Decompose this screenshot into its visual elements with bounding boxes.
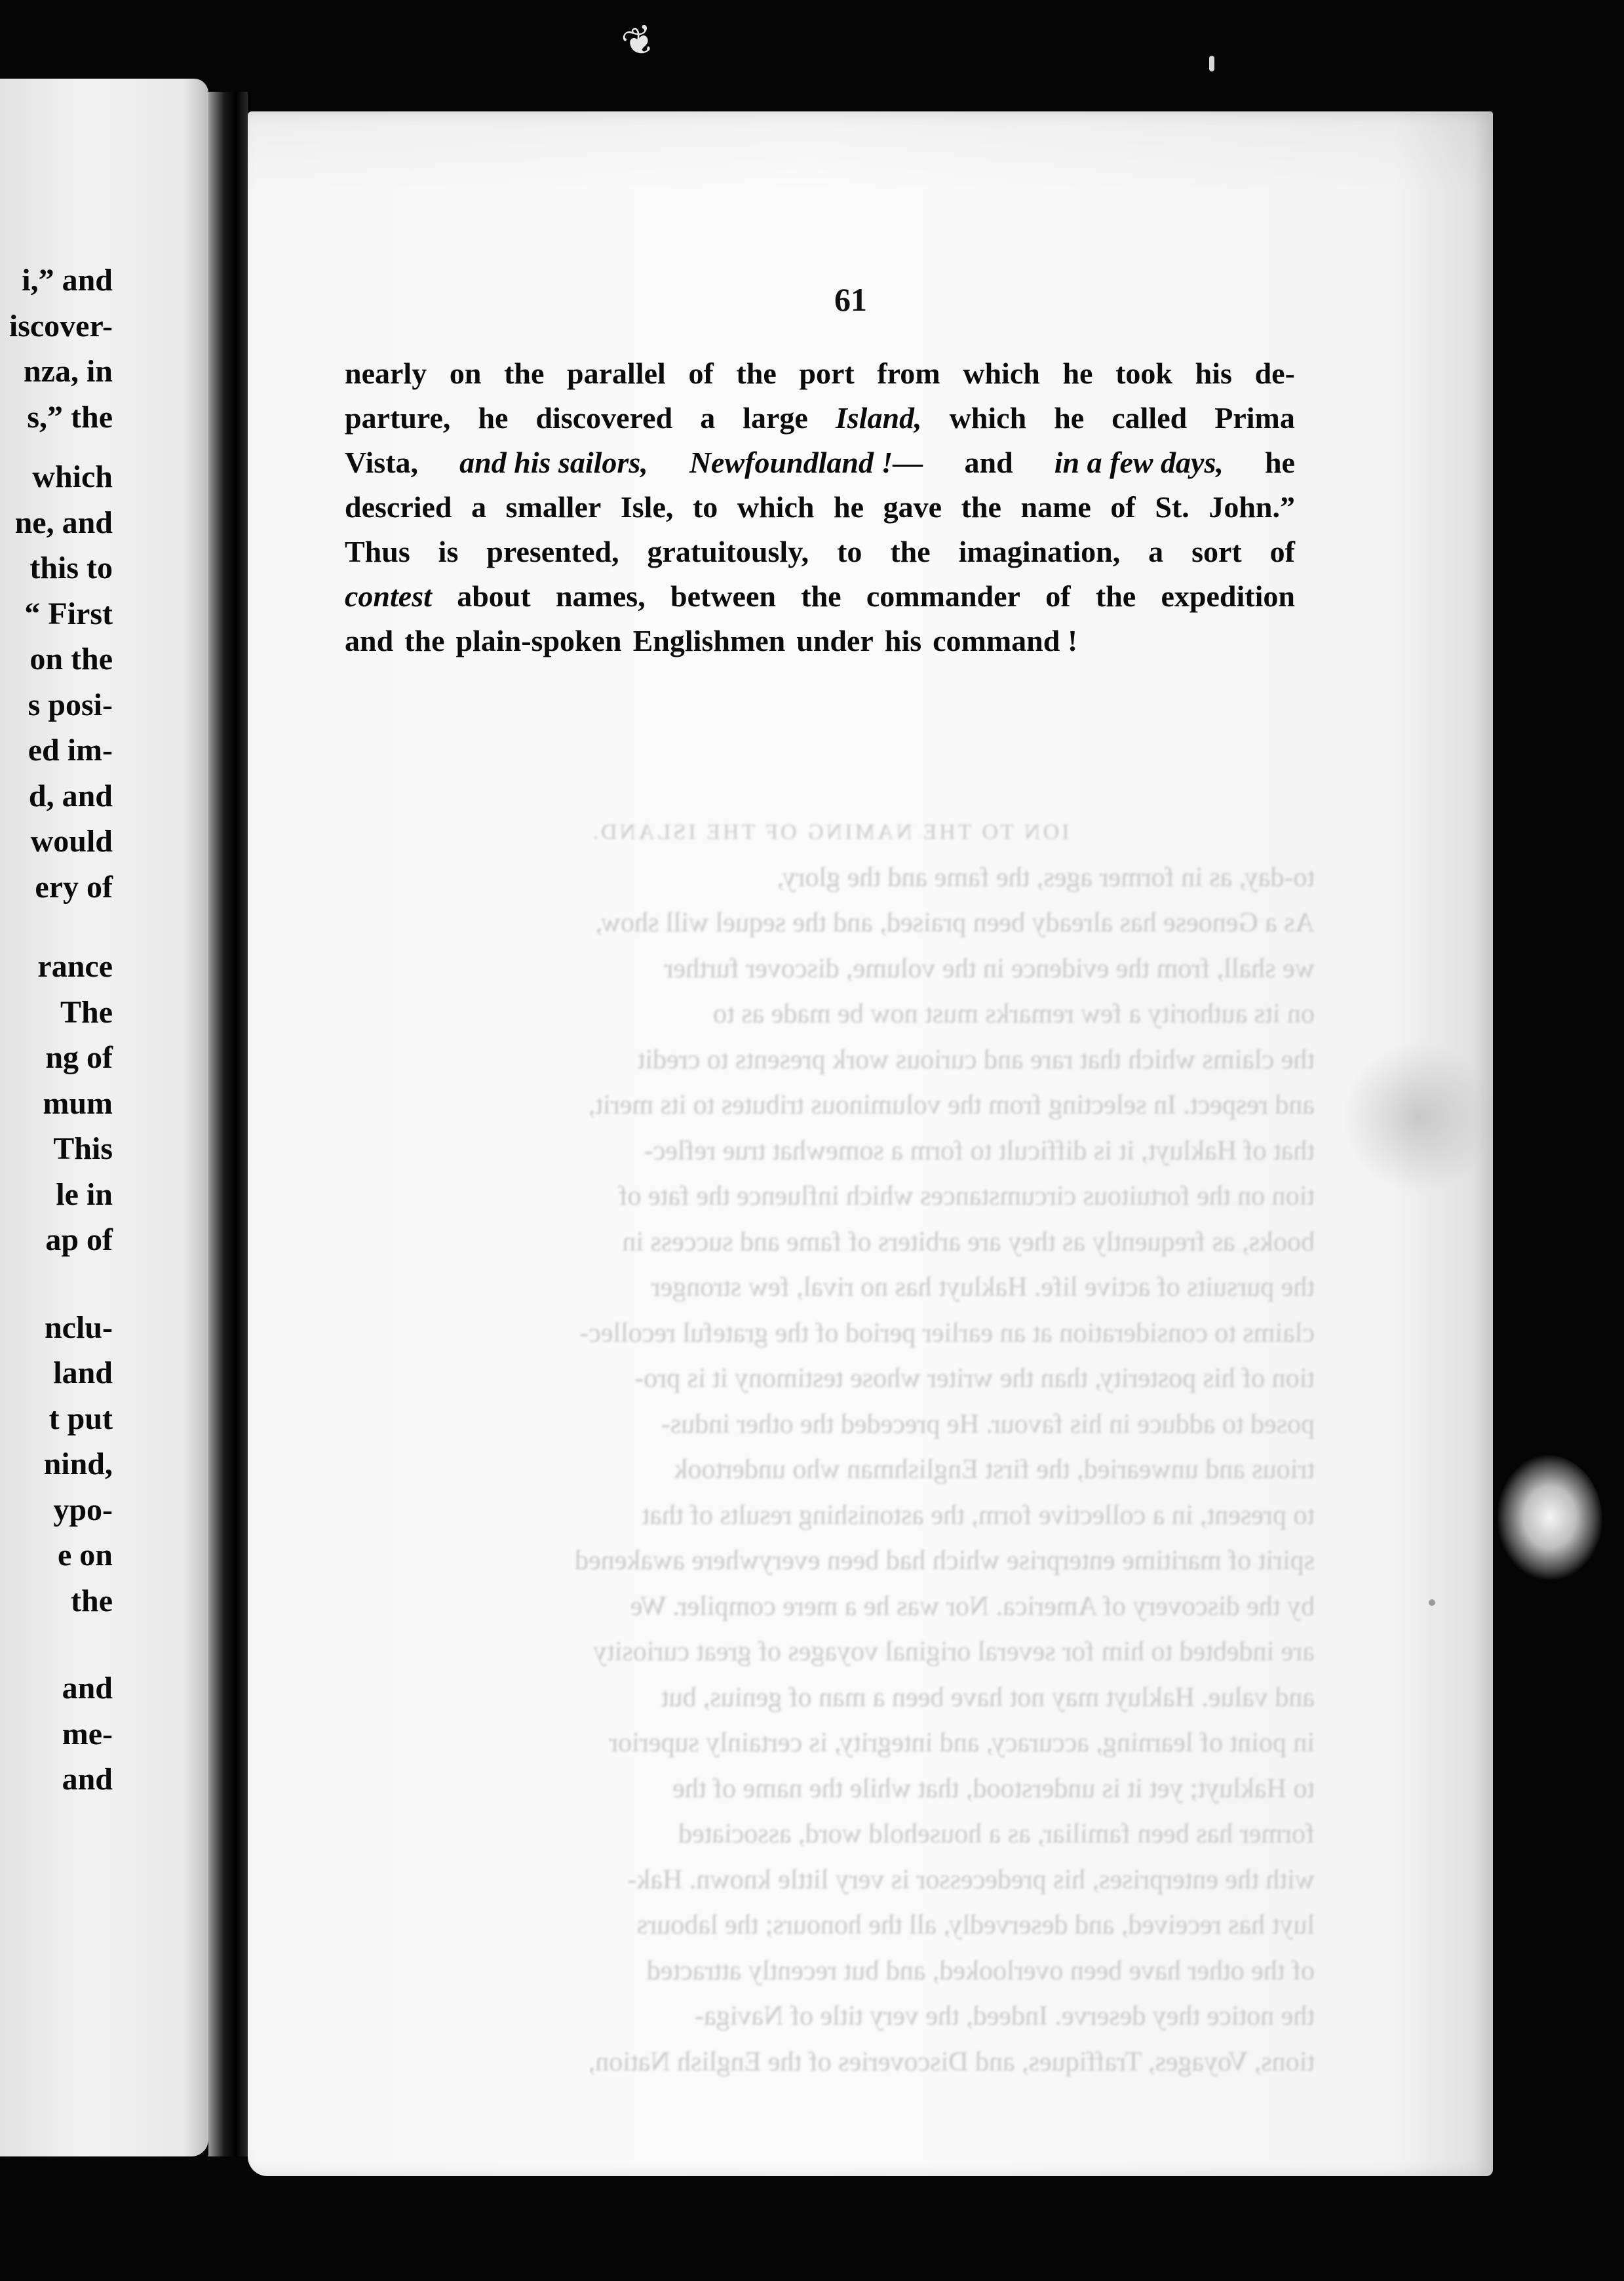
word: the — [961, 490, 1001, 524]
bleed-line: the pursuits of active life. Hakluyt has no rival, few stronger — [651, 1272, 1315, 1302]
text-line — [345, 530, 1295, 574]
word: imagination, — [958, 535, 1121, 568]
bleed-line: are indebted to him for several original voyages of great curiosity — [593, 1637, 1315, 1667]
word: expedition — [1161, 579, 1295, 613]
bleed-line: tion of his posterity, than the writer whose testimony it is pro- — [634, 1363, 1315, 1394]
word: he — [1054, 401, 1085, 435]
bleed-line: we shall, from the evidence in the volume, discover further — [664, 953, 1315, 984]
word: of — [1110, 490, 1136, 524]
word: he — [834, 490, 864, 524]
bleed-line: tion on the fortuitous circumstances which influence the fate of — [618, 1181, 1315, 1211]
facing-page-line: ery of — [35, 869, 113, 905]
facing-page-line: nind, — [43, 1447, 113, 1481]
bleed-line: of the other have been overlooked, and but recently attracted — [646, 1955, 1315, 1986]
word: to — [837, 535, 862, 568]
word: parallel — [567, 357, 666, 390]
text-line — [345, 619, 1295, 663]
scan-artifact-dot — [1429, 1599, 1435, 1606]
facing-page-line: ng of — [45, 1040, 113, 1075]
word: which — [949, 401, 1027, 435]
word: nearly — [345, 357, 427, 390]
word: the — [736, 357, 777, 390]
word: to — [692, 490, 718, 524]
word: on — [449, 357, 482, 390]
word: Englishmen — [632, 624, 786, 657]
facing-page-line: and — [62, 1671, 113, 1706]
word: he — [1062, 357, 1093, 390]
word: gave — [883, 490, 942, 524]
word: between — [670, 579, 776, 613]
word: Isle, — [620, 490, 674, 524]
facing-page-line: t put — [48, 1401, 113, 1436]
facing-page-line: d, and — [28, 778, 113, 813]
word: of — [1269, 535, 1295, 568]
scan-artifact-stain — [1337, 1036, 1501, 1199]
word: a — [471, 490, 487, 524]
word: names, — [555, 579, 646, 613]
bleed-line: books, as frequently as they are arbiters of fame and success in — [622, 1226, 1315, 1257]
word: the — [890, 535, 931, 568]
facing-page-line: ed im- — [28, 733, 113, 768]
facing-page-line: the — [71, 1583, 113, 1618]
word: plain-spoken — [455, 624, 622, 657]
word: called — [1112, 401, 1188, 435]
bleed-line: As a Genoese has already been praised, and the sequel will show, — [595, 908, 1315, 938]
word: presented, — [486, 535, 619, 568]
word: and — [964, 446, 1013, 479]
page-number: 61 — [834, 281, 867, 318]
word: in a few days, — [1054, 446, 1224, 479]
bleed-line: and value. Hakluyt may not have been a man of genius, but — [661, 1682, 1315, 1713]
text-line — [345, 485, 1295, 530]
bleed-line: that of Hakluyt, it is difficult to form a somewhat true reflec- — [644, 1135, 1315, 1166]
word: of — [1045, 579, 1071, 613]
facing-page-line: iscover- — [9, 308, 113, 343]
word: port — [799, 357, 855, 390]
facing-page-line: i,” and — [22, 263, 113, 298]
bleed-line: former has been familiar, as a household word, associated — [678, 1819, 1315, 1849]
bleed-line: the notice they deserve. Indeed, the very title of Naviga- — [695, 2001, 1315, 2031]
main-page — [248, 111, 1493, 2176]
word: is — [438, 535, 459, 568]
body-text — [345, 351, 1295, 663]
word: the — [504, 357, 545, 390]
facing-page-line: The — [60, 994, 113, 1030]
facing-page-line: s posi- — [28, 687, 113, 722]
word: a — [700, 401, 716, 435]
word: under — [796, 624, 874, 657]
word: descried — [345, 490, 452, 524]
facing-page-line: nza, in — [23, 354, 113, 389]
word: sort — [1191, 535, 1242, 568]
word: his — [1195, 357, 1232, 390]
word: command ! — [933, 624, 1078, 657]
bleed-line: ION TO THE NAMING OF THE ISLAND. — [590, 820, 1070, 844]
word: gratuitously, — [647, 535, 809, 568]
facing-page-line: nclu- — [44, 1310, 113, 1345]
word: the — [801, 579, 841, 613]
facing-page-line: s,” the — [27, 399, 113, 435]
word: his — [884, 624, 922, 657]
facing-page-line: mum — [43, 1085, 113, 1121]
bleed-line: luyt has received, and deservedly, all the honours; the labours — [636, 1910, 1315, 1940]
facing-page-line: would — [30, 824, 113, 859]
word: which — [737, 490, 815, 524]
word: from — [877, 357, 940, 390]
facing-page-line: ne, and — [14, 505, 113, 540]
page-top-shadow — [248, 111, 1493, 190]
word: smaller — [505, 490, 602, 524]
scan-artifact-speck: ❦ — [616, 16, 663, 68]
scan-artifact-mark — [1209, 56, 1214, 71]
bleed-line: claims to consideration at an earlier period of the grateful recollec- — [579, 1317, 1315, 1348]
bleed-line: to present, in a collective form, the astonishing results of that — [642, 1500, 1315, 1530]
bleed-line: the claims which that rare and curious work presents to credit — [637, 1044, 1315, 1075]
word: Island, — [835, 401, 922, 435]
word: which — [963, 357, 1040, 390]
facing-page-fragment — [0, 79, 208, 2156]
bleed-line: with the enterprises, his predecessor is very little known. Hak- — [627, 1864, 1315, 1895]
word: name — [1020, 490, 1091, 524]
word: the — [404, 624, 445, 657]
facing-page-line: This — [53, 1131, 113, 1166]
word: he — [1264, 446, 1295, 479]
bleed-line: to-day, as in former ages, the fame and the glory, — [777, 862, 1315, 893]
text-line — [345, 440, 1295, 485]
word: discovered — [535, 401, 673, 435]
bleed-line: by the discovery of America. Nor was he a mere compiler. We — [630, 1591, 1315, 1622]
word: de- — [1254, 357, 1295, 390]
facing-page-line: and — [62, 1762, 113, 1797]
word: St. — [1155, 490, 1189, 524]
facing-page-line: me- — [62, 1716, 113, 1751]
text-line — [345, 574, 1295, 619]
text-line — [345, 351, 1295, 396]
bleed-line: tions, Voyages, Traffiques, and Discoveries of the English Nation, — [588, 2046, 1315, 2077]
word: Prima — [1214, 401, 1295, 435]
word: a — [1148, 535, 1164, 568]
facing-page-line: on the — [29, 642, 113, 676]
facing-page-line: ap of — [45, 1222, 113, 1257]
word: Newfoundland !— — [689, 446, 923, 479]
word: and his sailors, — [459, 446, 648, 479]
facing-page-line: this to — [29, 551, 113, 585]
facing-page-line: e on — [58, 1538, 113, 1572]
word: commander — [866, 579, 1020, 613]
book-gutter — [208, 92, 248, 2156]
word: the — [1095, 579, 1136, 613]
facing-page-line: le in — [56, 1177, 113, 1212]
bleed-line: trious and unwearied, the first Englishman who undertook — [674, 1454, 1315, 1485]
facing-page-line: which — [32, 459, 113, 494]
bleed-line: and respect. In selecting from the voluminous tributes to its merit, — [588, 1090, 1315, 1120]
word: parture, — [345, 401, 451, 435]
bleed-line: to Hakluyt; yet it is understood, that while the name of the — [672, 1773, 1315, 1804]
scan-artifact-blot — [1498, 1455, 1602, 1580]
word: Thus — [345, 535, 410, 568]
text-line — [345, 396, 1295, 440]
facing-page-line: rance — [37, 949, 113, 984]
bleed-line: spirit of maritime enterprise which had been everywhere awakened — [575, 1546, 1315, 1576]
word: contest — [345, 579, 432, 613]
word: he — [478, 401, 509, 435]
word: about — [457, 579, 531, 613]
facing-page-line: “ First — [24, 596, 113, 631]
word: John.” — [1208, 490, 1295, 524]
word: Vista, — [345, 446, 419, 479]
bleed-line: in point of learning, accuracy, and integrity, is certainly superior — [609, 1728, 1315, 1758]
word: and — [345, 624, 394, 657]
bleed-line: on its authority a few remarks must now be made as to — [713, 999, 1315, 1029]
word: took — [1115, 357, 1173, 390]
facing-page-line: land — [53, 1355, 113, 1390]
facing-page-line: ypo- — [53, 1492, 113, 1527]
word: large — [743, 401, 808, 435]
bleed-through-text — [345, 809, 1315, 2085]
bleed-line: posed to adduce in his favour. He preceded the other indus- — [661, 1409, 1315, 1439]
word: of — [688, 357, 714, 390]
